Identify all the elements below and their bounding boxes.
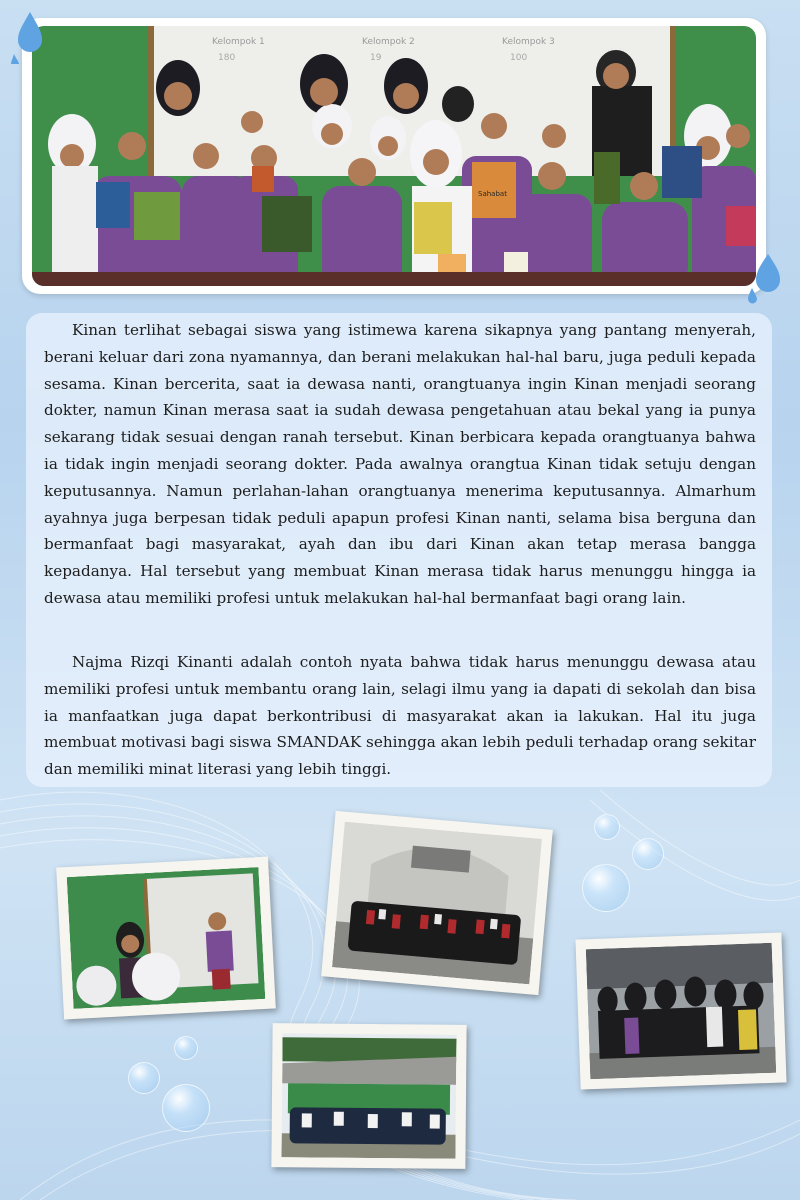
board-label: Kelompok 1 bbox=[212, 37, 265, 47]
class-group-photo-illustration bbox=[32, 26, 756, 286]
board-label: Kelompok 2 bbox=[362, 37, 415, 47]
article-text-panel bbox=[26, 313, 772, 787]
photo-school-group-hall bbox=[321, 811, 553, 995]
bubble-decoration bbox=[632, 838, 664, 870]
board-number: 180 bbox=[218, 53, 236, 63]
bubble-decoration bbox=[174, 1036, 198, 1060]
board-label: Kelompok 3 bbox=[502, 37, 555, 47]
water-drop-icon bbox=[8, 8, 52, 64]
bubble-decoration bbox=[162, 1084, 210, 1132]
hero-photo-frame bbox=[22, 18, 766, 294]
board-number: 19 bbox=[370, 53, 382, 63]
photo-classroom-teaching-image bbox=[67, 867, 266, 1009]
photo-students-outdoor bbox=[575, 932, 786, 1089]
photo-school-group-outdoor-image bbox=[281, 1033, 456, 1159]
photo-classroom-teaching bbox=[56, 857, 276, 1020]
article-paragraph: Najma Rizqi Kinanti adalah contoh nyata bahwa tidak harus menunggu dewasa atau memiliki profesi untuk membantu orang lain, selagi ilmu yang ia dapati di sekolah dan bisa ia manfaatkan juga dapat berkontribusi di masyarakat akan ia lakukan. Hal itu juga membuat motivasi bagi siswa SMANDAK sehingga akan lebih peduli terhadap orang sekitar dan memiliki minat literasi yang lebih tinggi. bbox=[44, 653, 756, 779]
bubble-decoration bbox=[594, 814, 620, 840]
class-group-photo bbox=[32, 26, 756, 286]
photo-school-group-hall-image bbox=[332, 822, 542, 985]
board-number: 100 bbox=[510, 53, 528, 63]
article-paragraph: Kinan terlihat sebagai siswa yang istimewa karena sikapnya yang pantang menyerah, berani keluar dari zona nyamannya, dan berani melakukan hal-hal baru, juga peduli kepada sesama. Kinan bercerita, saat ia dewasa nanti, orangtuanya ingin Kinan menjadi seorang dokter, namun Kinan merasa saat ia sudah dewasa pengetahuan atau bekal yang ia punya sekarang tidak sesuai dengan ranah tersebut. Kinan berbicara kepada orangtuanya bahwa ia tidak ingin menjadi seorang dokter. Pada awalnya orangtua Kinan tidak setuju dengan keputusannya. Namun perlahan-lahan orangtuanya menerima keputusannya. Almarhum ayahnya juga berpesan tidak peduli apapun profesi Kinan nanti, selama bisa berguna dan bermanfaat bagi masyarakat, ayah dan ibu dari Kinan akan tetap merasa bangga kepadanya. Hal tersebut yang membuat Kinan merasa tidak harus menunggu hingga ia dewasa atau memiliki profesi untuk melakukan hal-hal bermanfaat bagi orang lain. bbox=[44, 321, 756, 607]
water-drop-icon bbox=[744, 250, 790, 304]
book-title: Sahabat bbox=[478, 190, 507, 198]
bubble-decoration bbox=[128, 1062, 160, 1094]
photo-students-outdoor-image bbox=[586, 943, 776, 1079]
photo-school-group-outdoor bbox=[271, 1023, 466, 1169]
bubble-decoration bbox=[582, 864, 630, 912]
